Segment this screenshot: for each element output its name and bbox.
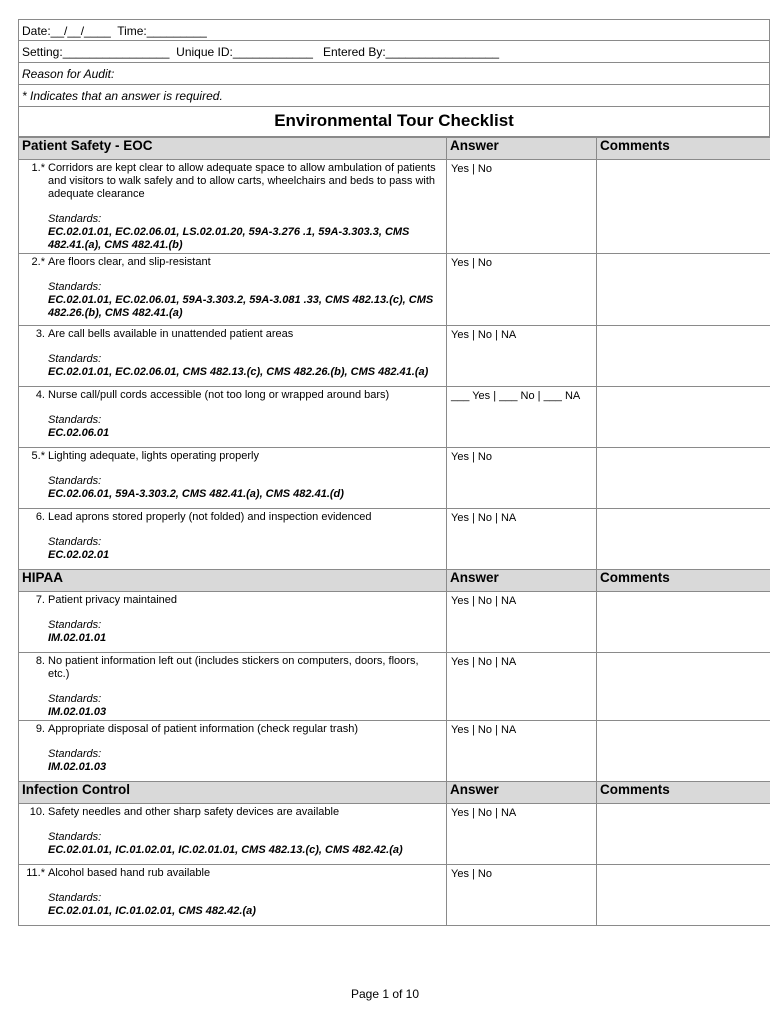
question-number: 10. (29, 806, 45, 818)
comments-header: Comments (597, 782, 770, 804)
question-row (19, 387, 770, 448)
question-text: Lead aprons stored properly (not folded) and inspection evidenced (48, 511, 372, 523)
question-number: 9. (35, 723, 45, 735)
audit-form (18, 19, 770, 926)
comments-header: Comments (597, 138, 770, 160)
question-row (19, 865, 770, 926)
standards-label: Standards: (48, 892, 102, 904)
answer-cell[interactable]: Yes | No | NA (447, 509, 597, 570)
standards-codes: EC.02.06.01 (48, 427, 110, 439)
question-row (19, 326, 770, 387)
question-line (23, 256, 442, 269)
comments-header: Comments (597, 570, 770, 592)
question-cell (19, 326, 447, 387)
standards-label: Standards: (48, 536, 102, 548)
question-line (23, 511, 442, 524)
standards-codes: IM.02.01.01 (48, 632, 107, 644)
answer-cell[interactable]: Yes | No | NA (447, 653, 597, 721)
comments-cell[interactable] (597, 721, 770, 782)
required-note: * Indicates that an answer is required. (18, 85, 770, 107)
question-cell (19, 804, 447, 865)
answer-cell[interactable]: Yes | No (447, 448, 597, 509)
question-row (19, 653, 770, 721)
answer-cell[interactable]: ___ Yes | ___ No | ___ NA (447, 387, 597, 448)
question-text: Appropriate disposal of patient information (check regular trash) (48, 723, 358, 735)
comments-cell[interactable] (597, 865, 770, 926)
question-text: Are call bells available in unattended patient areas (48, 328, 294, 340)
page-title: Environmental Tour Checklist (18, 107, 770, 137)
reason-row[interactable]: Reason for Audit: (18, 63, 770, 85)
question-text: Nurse call/pull cords accessible (not too long or wrapped around bars) (48, 389, 390, 401)
answer-header: Answer (447, 782, 597, 804)
answer-cell[interactable]: Yes | No | NA (447, 326, 597, 387)
comments-cell[interactable] (597, 653, 770, 721)
standards-label: Standards: (48, 693, 102, 705)
standards-codes: EC.02.01.01, EC.02.06.01, 59A-3.303.2, 59A-3.081 .33, CMS 482.13.(c), CMS 482.26.(b), CMS 482.41.(a) (48, 294, 434, 319)
standards-label: Standards: (48, 353, 102, 365)
standards-codes: EC.02.02.01 (48, 549, 110, 561)
standards-label: Standards: (48, 475, 102, 487)
setting-field[interactable]: Setting:________________ (22, 45, 170, 59)
question-cell (19, 592, 447, 653)
comments-cell[interactable] (597, 160, 770, 254)
question-line (23, 162, 442, 201)
question-line (23, 328, 442, 341)
question-cell (19, 448, 447, 509)
comments-cell[interactable] (597, 387, 770, 448)
question-cell (19, 509, 447, 570)
answer-cell[interactable]: Yes | No (447, 160, 597, 254)
standards-label: Standards: (48, 748, 102, 760)
question-row (19, 160, 770, 254)
standards-label: Standards: (48, 831, 102, 843)
section-title: HIPAA (19, 570, 447, 592)
question-cell (19, 653, 447, 721)
answer-cell[interactable]: Yes | No | NA (447, 721, 597, 782)
question-line (23, 389, 442, 402)
answer-cell[interactable]: Yes | No (447, 254, 597, 326)
question-line (23, 655, 442, 681)
section-title: Infection Control (19, 782, 447, 804)
question-number: 5.* (31, 450, 45, 462)
standards-label: Standards: (48, 414, 102, 426)
question-row (19, 509, 770, 570)
question-cell (19, 160, 447, 254)
question-number: 7. (35, 594, 45, 606)
question-text: No patient information left out (includes stickers on computers, doors, floors, etc.) (48, 655, 419, 680)
standards-codes: EC.02.01.01, IC.01.02.01, CMS 482.42.(a) (48, 905, 256, 917)
comments-cell[interactable] (597, 448, 770, 509)
comments-cell[interactable] (597, 326, 770, 387)
question-text: Lighting adequate, lights operating properly (48, 450, 259, 462)
question-text: Safety needles and other sharp safety devices are available (48, 806, 340, 818)
section-title: Patient Safety - EOC (19, 138, 447, 160)
comments-cell[interactable] (597, 509, 770, 570)
question-text: Corridors are kept clear to allow adequate space to allow ambulation of patients and visitors to walk safely and to allow carts, wheelchairs and beds to pass with adequate clearance (48, 162, 436, 200)
unique-id-field[interactable]: Unique ID:____________ (176, 45, 313, 59)
question-number: 6. (35, 511, 45, 523)
section-header-row (19, 570, 770, 592)
answer-cell[interactable]: Yes | No | NA (447, 592, 597, 653)
question-number: 4. (35, 389, 45, 401)
question-text: Patient privacy maintained (48, 594, 178, 606)
question-line (23, 594, 442, 607)
section-header-row (19, 138, 770, 160)
question-number: 3. (35, 328, 45, 340)
entered-by-field[interactable]: Entered By:_________________ (322, 45, 500, 59)
standards-codes: EC.02.01.01, EC.02.06.01, CMS 482.13.(c), CMS 482.26.(b), CMS 482.41.(a) (48, 366, 429, 378)
question-row (19, 804, 770, 865)
comments-cell[interactable] (597, 592, 770, 653)
answer-header: Answer (447, 138, 597, 160)
standards-codes: IM.02.01.03 (48, 761, 107, 773)
question-line (23, 806, 442, 819)
answer-cell[interactable]: Yes | No (447, 865, 597, 926)
checklist-table (18, 137, 770, 926)
standards-label: Standards: (48, 619, 102, 631)
standards-codes: EC.02.01.01, IC.01.02.01, IC.02.01.01, CMS 482.13.(c), CMS 482.42.(a) (48, 844, 403, 856)
answer-cell[interactable]: Yes | No | NA (447, 804, 597, 865)
comments-cell[interactable] (597, 804, 770, 865)
question-line (23, 450, 442, 463)
comments-cell[interactable] (597, 254, 770, 326)
question-row (19, 592, 770, 653)
question-number: 8. (35, 655, 45, 667)
question-row (19, 448, 770, 509)
question-text: Alcohol based hand rub available (48, 867, 211, 879)
standards-label: Standards: (48, 213, 102, 225)
question-row (19, 254, 770, 326)
question-line (23, 723, 442, 736)
question-row (19, 721, 770, 782)
question-line (23, 867, 442, 880)
question-cell (19, 721, 447, 782)
question-cell (19, 865, 447, 926)
question-text: Are floors clear, and slip-resistant (48, 256, 211, 268)
question-number: 1.* (31, 162, 45, 174)
setting-row (18, 41, 770, 63)
standards-codes: EC.02.06.01, 59A-3.303.2, CMS 482.41.(a), CMS 482.41.(d) (48, 488, 344, 500)
question-cell (19, 387, 447, 448)
page-footer: Page 1 of 10 (350, 987, 420, 1001)
answer-header: Answer (447, 570, 597, 592)
standards-codes: IM.02.01.03 (48, 706, 107, 718)
standards-codes: EC.02.01.01, EC.02.06.01, LS.02.01.20, 59A-3.276 .1, 59A-3.303.3, CMS 482.41.(a), CMS 482.41.(b) (48, 226, 410, 251)
question-number: 11.* (26, 867, 45, 879)
question-cell (19, 254, 447, 326)
date-time-row[interactable]: Date:__/__/____ Time:_________ (18, 19, 770, 41)
section-header-row (19, 782, 770, 804)
question-number: 2.* (31, 256, 45, 268)
standards-label: Standards: (48, 281, 102, 293)
